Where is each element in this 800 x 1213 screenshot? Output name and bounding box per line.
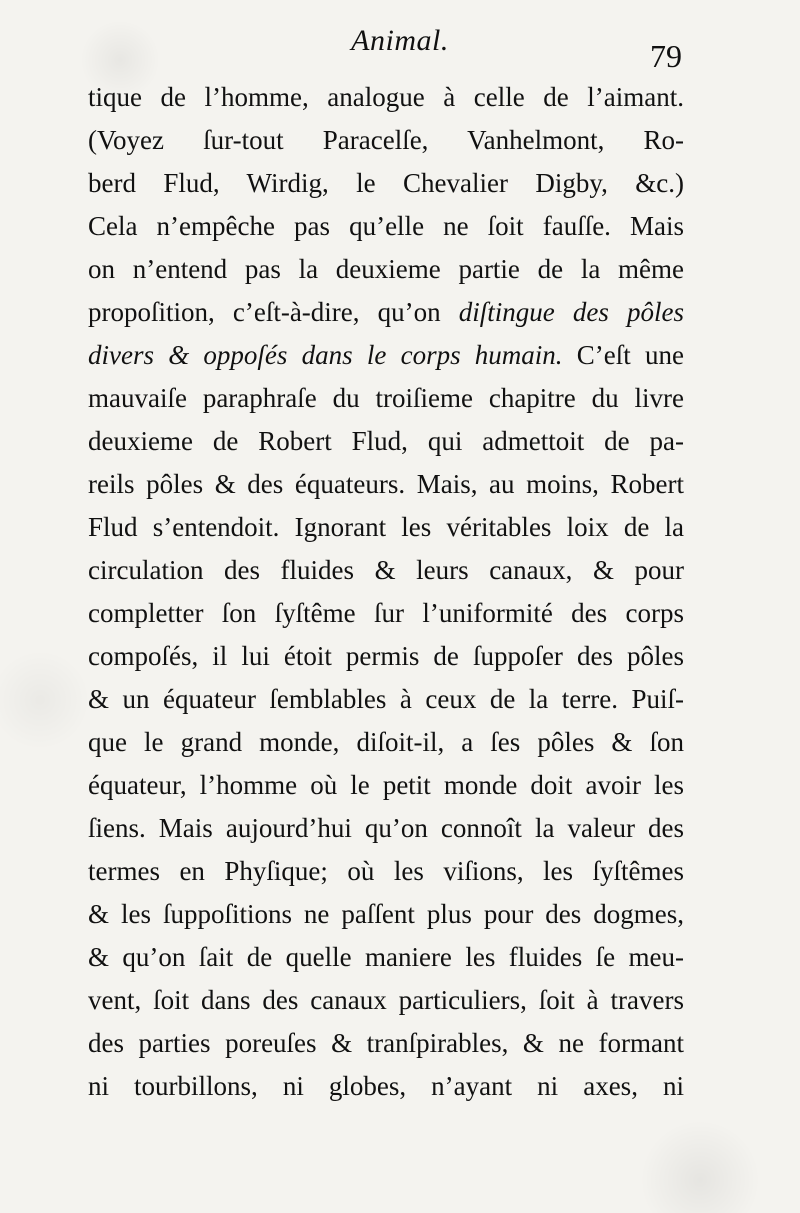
- text-run: termes en Phyſique; où les viſions, les ſyſtêmes: [88, 856, 684, 886]
- text-line: [88, 291, 684, 334]
- page-number: 79: [650, 38, 682, 74]
- text-line: [88, 377, 684, 420]
- text-line: [88, 635, 684, 678]
- text-run: compoſés, il lui étoit permis de ſuppoſer des pôles: [88, 641, 684, 671]
- text-line: [88, 248, 684, 291]
- text-run: des parties poreuſes & tranſpirables, & ne formant: [88, 1028, 684, 1058]
- text-line: [88, 119, 684, 162]
- text-line: [88, 850, 684, 893]
- body-text: [88, 76, 684, 1108]
- text-line: [88, 549, 684, 592]
- text-line: [88, 76, 684, 119]
- text-line: [88, 936, 684, 979]
- text-run: équateur, l’homme où le petit monde doit avoir les: [88, 770, 684, 800]
- text-run: que le grand monde, diſoit-il, a ſes pôles & ſon: [88, 727, 684, 757]
- text-line: [88, 678, 684, 721]
- text-line: [88, 807, 684, 850]
- running-title: Animal.: [351, 24, 449, 57]
- text-line: [88, 764, 684, 807]
- text-run: on n’entend pas la deuxieme partie de la même: [88, 254, 684, 284]
- text-run: berd Flud, Wirdig, le Chevalier Digby, &c.): [88, 168, 684, 198]
- text-run: completter ſon ſyſtême ſur l’uniformité des corps: [88, 598, 684, 628]
- text-run: circulation des fluides & leurs canaux, & pour: [88, 555, 684, 585]
- text-run: Flud s’entendoit. Ignorant les véritables loix de la: [88, 512, 684, 542]
- text-line: [88, 893, 684, 936]
- italic-run: divers & oppoſés dans le corps humain.: [88, 340, 563, 370]
- text-line: [88, 205, 684, 248]
- text-run: propoſition, c’eſt-à-dire, qu’on: [88, 297, 459, 327]
- text-line: [88, 506, 684, 549]
- text-run: & un équateur ſemblables à ceux de la terre. Puiſ-: [88, 684, 684, 714]
- text-run: & qu’on ſait de quelle maniere les fluides ſe meu-: [88, 942, 684, 972]
- text-run: C’eſt une: [562, 340, 684, 370]
- text-run: reils pôles & des équateurs. Mais, au moins, Robert: [88, 469, 684, 499]
- text-line: [88, 721, 684, 764]
- text-line: [88, 1065, 684, 1108]
- text-line: [88, 463, 684, 506]
- text-line: [88, 420, 684, 463]
- text-line: [88, 979, 684, 1022]
- text-line: [88, 334, 684, 377]
- text-run: ni tourbillons, ni globes, n’ayant ni axes, ni: [88, 1071, 684, 1101]
- text-run: vent, ſoit dans des canaux particuliers, ſoit à travers: [88, 985, 684, 1015]
- italic-run: diſtingue des pôles: [458, 297, 684, 327]
- text-run: deuxieme de Robert Flud, qui admettoit de pa-: [88, 426, 684, 456]
- text-run: ſiens. Mais aujourd’hui qu’on connoît la valeur des: [88, 813, 684, 843]
- text-run: mauvaiſe paraphraſe du troiſieme chapitre du livre: [88, 383, 684, 413]
- text-run: tique de l’homme, analogue à celle de l’aimant.: [88, 82, 684, 112]
- text-run: Cela n’empêche pas qu’elle ne ſoit fauſſe. Mais: [88, 211, 684, 241]
- text-line: [88, 592, 684, 635]
- text-run: (Voyez ſur-tout Paracelſe, Vanhelmont, Ro-: [88, 125, 684, 155]
- text-run: & les ſuppoſitions ne paſſent plus pour des dogmes,: [88, 899, 684, 929]
- text-line: [88, 1022, 684, 1065]
- text-line: [88, 162, 684, 205]
